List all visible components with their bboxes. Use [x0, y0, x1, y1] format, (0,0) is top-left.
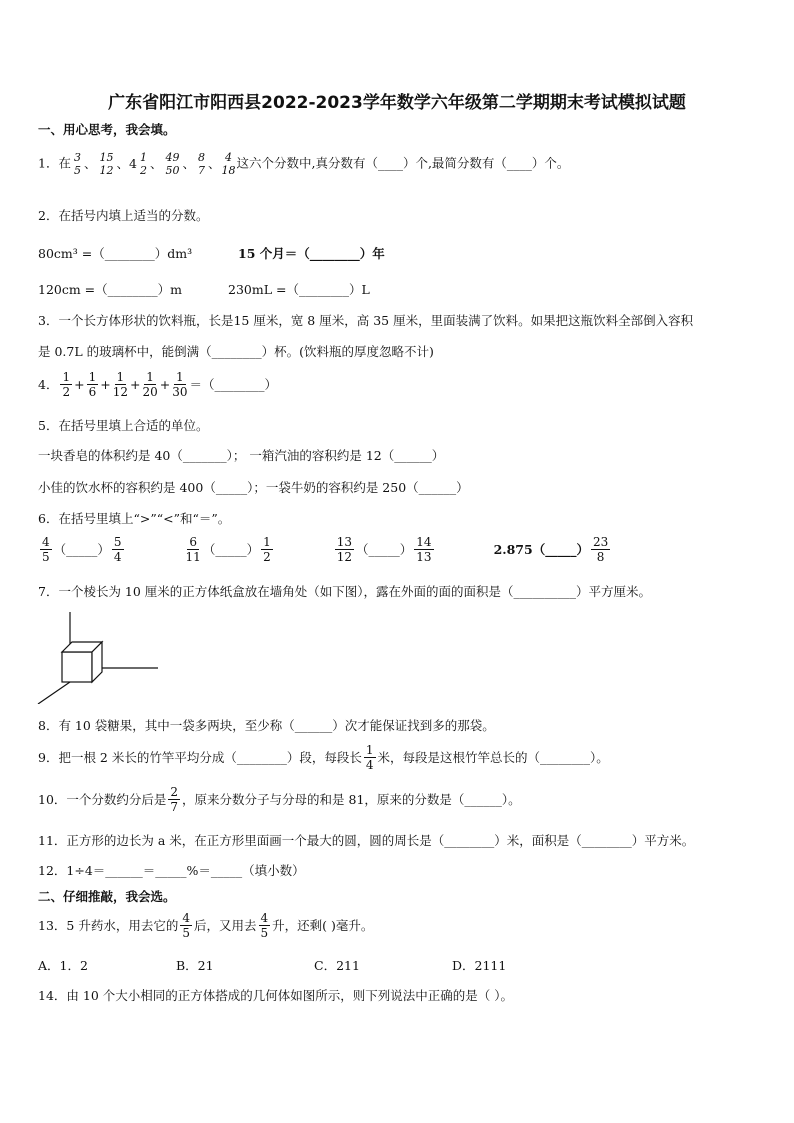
fraction: 49 50	[165, 151, 180, 177]
cube-front-face	[62, 652, 92, 682]
question-text: 9．把一根 2 米长的竹竿平均分成（________）段，每段长	[38, 749, 362, 765]
comparison-pair	[38, 536, 126, 563]
question-6-pairs	[38, 536, 612, 563]
question-text: 这六个分数中,真分数有（____）个,最简分数有（____）个。	[236, 155, 570, 171]
question-1	[38, 152, 569, 176]
answer-blank: （_____）	[53, 541, 110, 557]
question-text: 在	[58, 155, 71, 171]
answer-blank: （_____）	[202, 541, 260, 557]
question-2a: 80cm³ =（________）dm³	[38, 246, 193, 261]
fraction: $\frac{1}{12}$	[112, 370, 128, 399]
comparison-pair	[184, 536, 275, 563]
question-2b: 15 个月＝（________）年	[238, 246, 385, 261]
question-5: 5．在括号里填上合适的单位。	[38, 418, 209, 433]
fraction: $\frac{1}{4}$	[365, 743, 374, 772]
fraction-list: 3 5 、 15 12 、4 1 2 、 49 50 、 8 7 、 4 18	[73, 151, 236, 177]
question-9	[38, 744, 609, 771]
fraction: $\frac{4}{5}$	[182, 911, 190, 940]
question-text: 10．一个分数约分后是	[38, 791, 167, 807]
fraction: $\frac{4}{5}$	[42, 535, 50, 564]
question-8: 8．有 10 袋糖果，其中一袋多两块，至少称（______）次才能保证找到多的那袋。	[38, 718, 495, 733]
question-text: 升，还剩( )毫升。	[272, 917, 374, 933]
option-b[interactable]: B．21	[176, 958, 214, 973]
fraction: $\frac{13}{12}$	[336, 535, 353, 564]
floor-edge	[38, 682, 70, 704]
fraction: 1 2	[139, 151, 147, 177]
fraction: $\frac{23}{8}$	[592, 535, 609, 564]
fraction: $\frac{1}{6}$	[88, 370, 97, 399]
fraction: 15 12	[99, 151, 114, 177]
question-2: 2．在括号内填上适当的分数。	[38, 208, 209, 223]
option-a[interactable]: A．1．2	[38, 958, 88, 973]
question-4	[38, 371, 277, 398]
fraction: $\frac{1}{2}$	[263, 535, 271, 564]
fraction: $\frac{4}{5}$	[260, 911, 269, 940]
section-heading-2: 二、仔细推敲，我会选。	[38, 889, 176, 904]
question-text: 米，每段是这根竹竿总长的（________）。	[377, 749, 609, 765]
fraction: $\frac{14}{13}$	[416, 535, 432, 564]
answer-blank: ＝（________）	[189, 376, 278, 392]
fraction: $\frac{2}{7}$	[170, 785, 179, 814]
page-title: 广东省阳江市阳西县2022-2023学年数学六年级第二学期期末考试模拟试题	[108, 93, 686, 113]
comparison-pair: 2.875（_____） $\frac{23}{8}$	[493, 535, 609, 564]
fraction: 8 7	[197, 151, 205, 177]
question-5-line1: 一块香皂的体积约是 40（_______）； 一箱汽油的容积约是 12（______）	[38, 448, 445, 463]
corner-cube-figure	[36, 612, 162, 704]
question-14: 14．由 10 个大小相同的正方体搭成的几何体如图所示，则下列说法中正确的是（ ）。	[38, 988, 513, 1003]
fraction: $\frac{5}{4}$	[113, 535, 122, 564]
fraction: 4 18	[221, 151, 236, 177]
question-13	[38, 912, 373, 939]
fraction: $\frac{1}{30}$	[172, 370, 188, 399]
option-c[interactable]: C．211	[314, 958, 360, 973]
question-number: 4．	[38, 376, 59, 392]
question-10	[38, 786, 521, 813]
question-2d: 230mL =（________）L	[228, 282, 370, 297]
fraction-sum: $\frac{1}{2}$ + $\frac{1}{6}$ + $\frac{1}{12}$ + $\frac{1}{20}$ + $\frac{1}{30}$	[62, 370, 188, 399]
question-7: 7．一个棱长为 10 厘米的正方体纸盒放在墙角处（如下图），露在外面的面的面积是（__________）平方厘米。	[38, 584, 652, 599]
question-text: 13．5 升药水，用去它的	[38, 917, 179, 933]
fraction: $\frac{6}{11}$	[185, 535, 201, 564]
question-number: 1．	[38, 155, 59, 171]
question-11: 11．正方形的边长为 a 米，在正方形里面画一个最大的圆，圆的周长是（________）米，面积是（________）平方米。	[38, 833, 695, 848]
comparison-pair	[333, 536, 436, 563]
question-text: ，原来分数分子与分母的和是 81，原来的分数是（______）。	[182, 791, 521, 807]
fraction: $\frac{1}{20}$	[142, 370, 158, 399]
question-3-line1: 3．一个长方体形状的饮料瓶，长是15 厘米，宽 8 厘米，高 35 厘米，里面装满了饮料。如果把这瓶饮料全部倒入容积	[38, 313, 694, 328]
question-3-line2: 是 0.7L 的玻璃杯中，能倒满（________）杯。(饮料瓶的厚度忽略不计)	[38, 344, 434, 359]
question-12: 12．1÷4＝______＝_____%＝_____（填小数）	[38, 863, 305, 878]
option-d[interactable]: D．2111	[452, 958, 507, 973]
answer-blank: （_____）	[356, 541, 413, 557]
question-5-line2: 小佳的饮水杯的容积约是 400（_____）；一袋牛奶的容积约是 250（______）	[38, 480, 469, 495]
question-6: 6．在括号里填上“>”“<”和“＝”。	[38, 511, 231, 526]
question-2c: 120cm =（________）m	[38, 282, 183, 297]
fraction: 3 5	[73, 151, 81, 177]
section-heading-1: 一、用心思考，我会填。	[38, 122, 176, 137]
fraction: $\frac{1}{2}$	[62, 370, 71, 399]
question-text: 后，又用去	[193, 917, 257, 933]
